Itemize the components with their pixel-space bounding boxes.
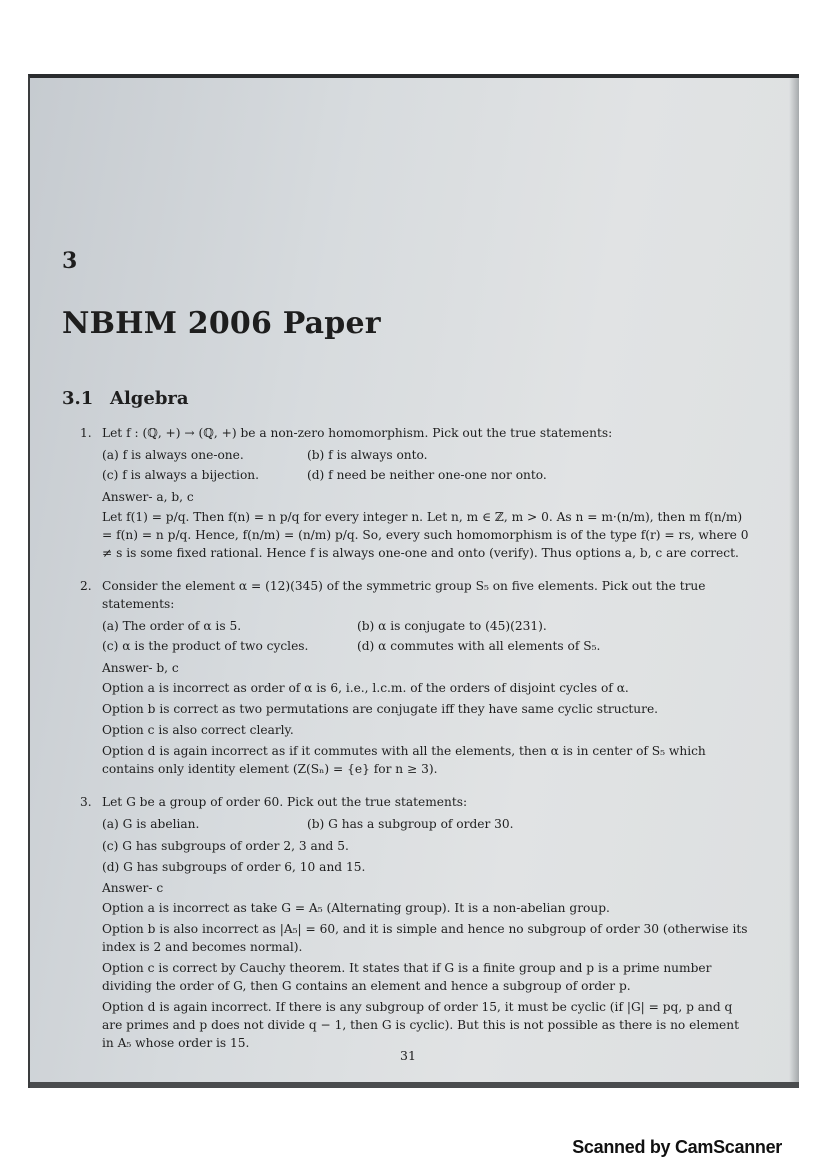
explanation: Let f(1) = p/q. Then f(n) = n p/q for every integer n. Let n, m ∈ ℤ, m > 0. As n = m·(n/m), then m f(n/m) = f(n) = n p/q. Hence, f(n/m) = (n/m) p/q. So, every such homomorphism is of the type f(r) = rs, where 0 ≠ s is some fixed rational. Hence f is always one-one and onto (verify). Thus options a, b, c are correct. [102,510,749,560]
explanation-a: Option a is incorrect as order of α is 6, i.e., l.c.m. of the orders of disjoint cycles of α. [102,681,629,695]
section-number: 3.1 [62,388,94,409]
option-c: (c) G has subgroups of order 2, 3 and 5. [102,839,349,853]
camscanner-watermark: Scanned by CamScanner [572,1137,782,1157]
option-a: (a) The order of α is 5. [102,619,242,633]
options [102,616,750,656]
explanation-d: Option d is again incorrect as if it commutes with all the elements, then α is in center of S₅ which contains only identity element (Z(Sₙ) = {e} for n ≥ 3). [102,744,706,776]
option-b: (b) f is always onto. [307,448,428,462]
options [102,814,750,834]
question-number: 2. [80,579,92,593]
page-edge-shadow [789,78,799,1088]
section-title: Algebra [110,388,189,409]
answer: Answer- a, b, c [102,490,194,504]
page-number: 31 [400,1048,416,1063]
explanation-b: Option b is correct as two permutations are conjugate iff they have same cyclic structure. [102,702,659,716]
option-a: (a) f is always one-one. [102,448,244,462]
question-text: Consider the element α = (12)(345) of the symmetric group S₅ on five elements. Pick out the true statements: [102,579,706,611]
option-b: (b) G has a subgroup of order 30. [307,817,514,831]
explanation-d: Option d is again incorrect. If there is any subgroup of order 15, it must be cyclic (if |G| = pq, p and q are primes and p does not divide q − 1, then G is cyclic). But this is not possible as there is no element in A₅ whose order is 15. [102,1000,739,1050]
explanation-c: Option c is also correct clearly. [102,723,294,737]
option-d: (d) G has subgroups of order 6, 10 and 15. [102,860,366,874]
question-number: 3. [80,795,92,809]
option-c: (c) α is the product of two cycles. [102,639,309,653]
chapter-number: 3 [62,248,78,274]
question-3 [80,793,750,1052]
explanation-b: Option b is also incorrect as |A₅| = 60, and it is simple and hence no subgroup of order 30 (otherwise its index is 2 and becomes normal). [102,922,748,954]
option-d: (d) f need be neither one-one nor onto. [307,468,547,482]
answer: Answer- c [102,881,164,895]
answer: Answer- b, c [102,661,179,675]
question-text: Let G be a group of order 60. Pick out the true statements: [102,795,468,809]
option-d: (d) α commutes with all elements of S₅. [357,639,601,653]
question-1 [80,424,750,562]
scanned-page [28,74,799,1088]
question-number: 1. [80,426,92,440]
option-b: (b) α is conjugate to (45)(231). [357,619,547,633]
question-text: Let f : (ℚ, +) → (ℚ, +) be a non-zero homomorphism. Pick out the true statements: [102,426,613,440]
option-c: (c) f is always a bijection. [102,468,260,482]
section-heading [62,388,189,409]
options [102,445,750,485]
chapter-title: NBHM 2006 Paper [62,306,381,341]
explanation-a: Option a is incorrect as take G = A₅ (Alternating group). It is a non-abelian group. [102,901,610,915]
section-body [80,424,750,1055]
option-a: (a) G is abelian. [102,817,200,831]
explanation-c: Option c is correct by Cauchy theorem. It states that if G is a finite group and p is a prime number dividing the order of G, then G contains an element and hence a subgroup of order p. [102,961,712,993]
question-2 [80,577,750,778]
